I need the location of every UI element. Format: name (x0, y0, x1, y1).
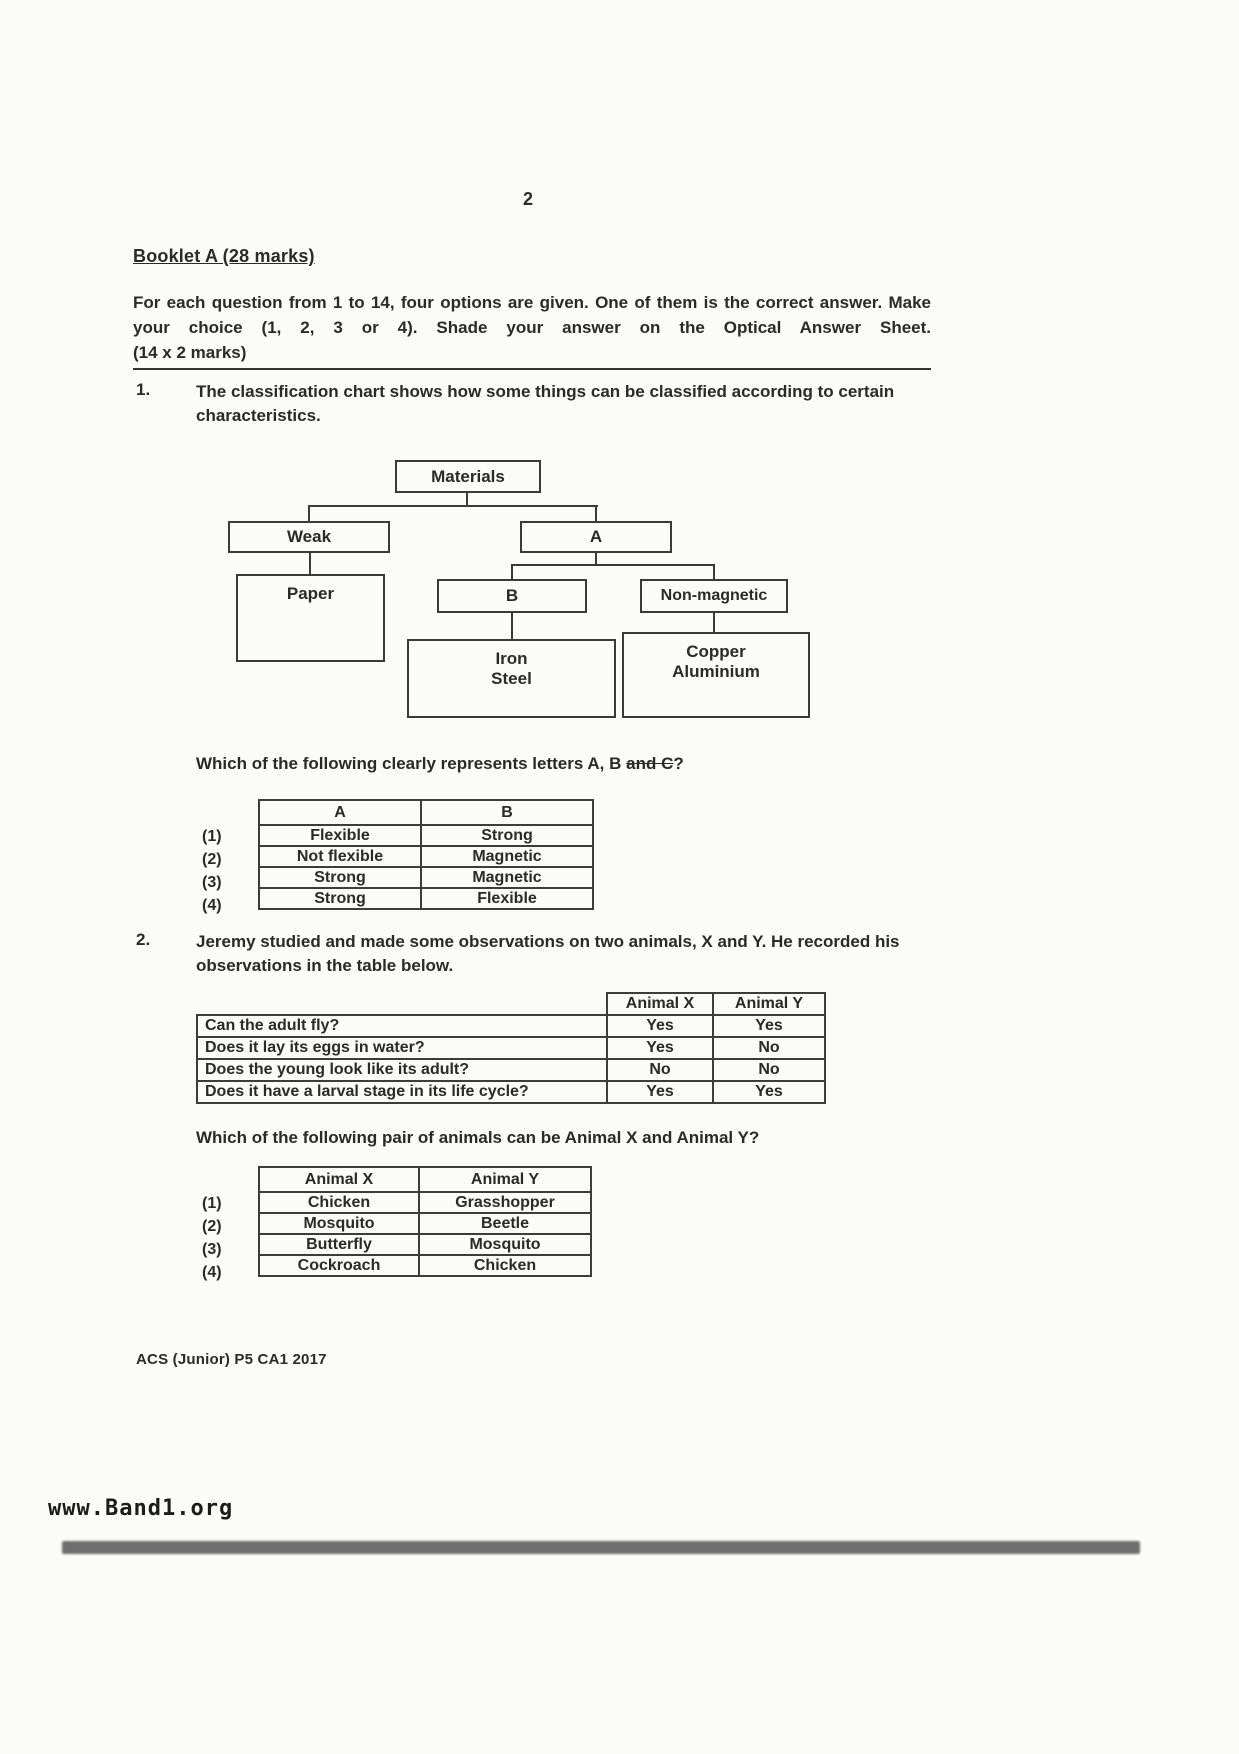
scan-artifact-strip (62, 1541, 1140, 1554)
q1-question-suffix: ? (673, 754, 684, 773)
flowchart-box-paper: Paper (236, 574, 385, 662)
obs-row4-x: Yes (607, 1081, 713, 1103)
connector-line (308, 505, 598, 507)
connector-line (511, 613, 513, 639)
obs-row4-y: Yes (713, 1081, 825, 1103)
page-number: 2 (522, 189, 533, 209)
connector-line (713, 564, 715, 579)
q1-table-header-a: A (259, 800, 421, 825)
obs-row1-y: Yes (713, 1015, 825, 1037)
q1-question-struck: and C (626, 754, 674, 773)
q2-row3-x: Butterfly (259, 1234, 419, 1255)
flowchart-box-materials: Materials (395, 460, 541, 493)
q2-row4-y: Chicken (419, 1255, 591, 1276)
obs-row4-question: Does it have a larval stage in its life cycle? (197, 1081, 607, 1103)
q1-options-table (258, 799, 594, 910)
q1-option-2-number: (2) (202, 851, 222, 868)
flowchart-box-copper-aluminium (622, 632, 810, 718)
q1-table-header-b: B (421, 800, 593, 825)
q2-number: 2. (136, 930, 151, 949)
q2-table-header-x: Animal X (259, 1167, 419, 1192)
q1-row3-b: Magnetic (421, 867, 593, 888)
q2-row4-x: Cockroach (259, 1255, 419, 1276)
table-row (259, 1255, 591, 1276)
q2-option-4-number: (4) (202, 1264, 222, 1281)
q1-row1-b: Strong (421, 825, 593, 846)
q1-options-block (196, 799, 616, 914)
obs-row3-y: No (713, 1059, 825, 1081)
q2-observation-table (196, 992, 826, 1104)
table-row (197, 1059, 825, 1081)
instructions-text: For each question from 1 to 14, four options are given. One of them is the correct answer. Make your choice (1, 2, 3 or 4). Shade your answer on the Optical Answer Sheet. (133, 293, 931, 337)
obs-row2-x: Yes (607, 1037, 713, 1059)
copper-label: Copper (686, 642, 746, 661)
iron-label: Iron (495, 649, 528, 668)
watermark-url: www.Band1.org (48, 1496, 234, 1521)
table-row (259, 888, 593, 909)
q1-row4-b: Flexible (421, 888, 593, 909)
obs-row3-question: Does the young look like its adult? (197, 1059, 607, 1081)
table-row (259, 1192, 591, 1213)
q2-row3-y: Mosquito (419, 1234, 591, 1255)
table-row (259, 825, 593, 846)
connector-line (511, 564, 715, 566)
table-row (197, 1037, 825, 1059)
q2-text: Jeremy studied and made some observations on two animals, X and Y. He recorded his observations in the table below. (196, 932, 900, 975)
flowchart-box-weak: Weak (228, 521, 390, 553)
q2-row1-y: Grasshopper (419, 1192, 591, 1213)
connector-line (308, 505, 310, 521)
table-row (259, 1234, 591, 1255)
q1-row2-a: Not flexible (259, 846, 421, 867)
obs-row2-question: Does it lay its eggs in water? (197, 1037, 607, 1059)
flowchart-box-non-magnetic: Non-magnetic (640, 579, 788, 613)
q2-options-table (258, 1166, 592, 1277)
booklet-title: Booklet A (28 marks) (133, 246, 315, 266)
table-row (197, 1081, 825, 1103)
q1-row2-b: Magnetic (421, 846, 593, 867)
q1-number: 1. (136, 380, 151, 399)
q1-row4-a: Strong (259, 888, 421, 909)
q1-question (196, 752, 936, 776)
q1-row1-a: Flexible (259, 825, 421, 846)
obs-row2-y: No (713, 1037, 825, 1059)
connector-line (309, 553, 311, 574)
flowchart-box-b: B (437, 579, 587, 613)
q1-option-4-number: (4) (202, 897, 222, 914)
connector-line (511, 564, 513, 579)
obs-row1-question: Can the adult fly? (197, 1015, 607, 1037)
q1-option-3-number: (3) (202, 874, 222, 891)
q1-option-1-number: (1) (202, 828, 222, 845)
q2-question: Which of the following pair of animals can be Animal X and Animal Y? (196, 1128, 760, 1147)
table-row (259, 1213, 591, 1234)
obs-header-animal-x: Animal X (607, 993, 713, 1015)
obs-row1-x: Yes (607, 1015, 713, 1037)
q2-options-block (196, 1166, 616, 1281)
q1-row3-a: Strong (259, 867, 421, 888)
table-row (259, 867, 593, 888)
obs-header-blank (197, 993, 607, 1015)
q2-row2-y: Beetle (419, 1213, 591, 1234)
q2-option-2-number: (2) (202, 1218, 222, 1235)
table-row (197, 1015, 825, 1037)
q1-question-prefix: Which of the following clearly represents letters A, B (196, 754, 627, 773)
flowchart-box-a: A (520, 521, 672, 553)
q2-table-header-y: Animal Y (419, 1167, 591, 1192)
table-row (259, 846, 593, 867)
steel-label: Steel (491, 669, 532, 688)
q2-option-1-number: (1) (202, 1195, 222, 1212)
instructions-paragraph (133, 290, 931, 370)
q2-row1-x: Chicken (259, 1192, 419, 1213)
flowchart-box-iron-steel (407, 639, 616, 718)
q2-row2-x: Mosquito (259, 1213, 419, 1234)
paper-reference: ACS (Junior) P5 CA1 2017 (136, 1351, 327, 1368)
connector-line (595, 505, 597, 521)
q1-text: The classification chart shows how some things can be classified according to certain characteristics. (196, 382, 895, 425)
marks-note: (14 x 2 marks) (133, 343, 247, 362)
connector-line (713, 613, 715, 632)
aluminium-label: Aluminium (672, 662, 760, 681)
obs-header-animal-y: Animal Y (713, 993, 825, 1015)
q2-option-3-number: (3) (202, 1241, 222, 1258)
obs-row3-x: No (607, 1059, 713, 1081)
